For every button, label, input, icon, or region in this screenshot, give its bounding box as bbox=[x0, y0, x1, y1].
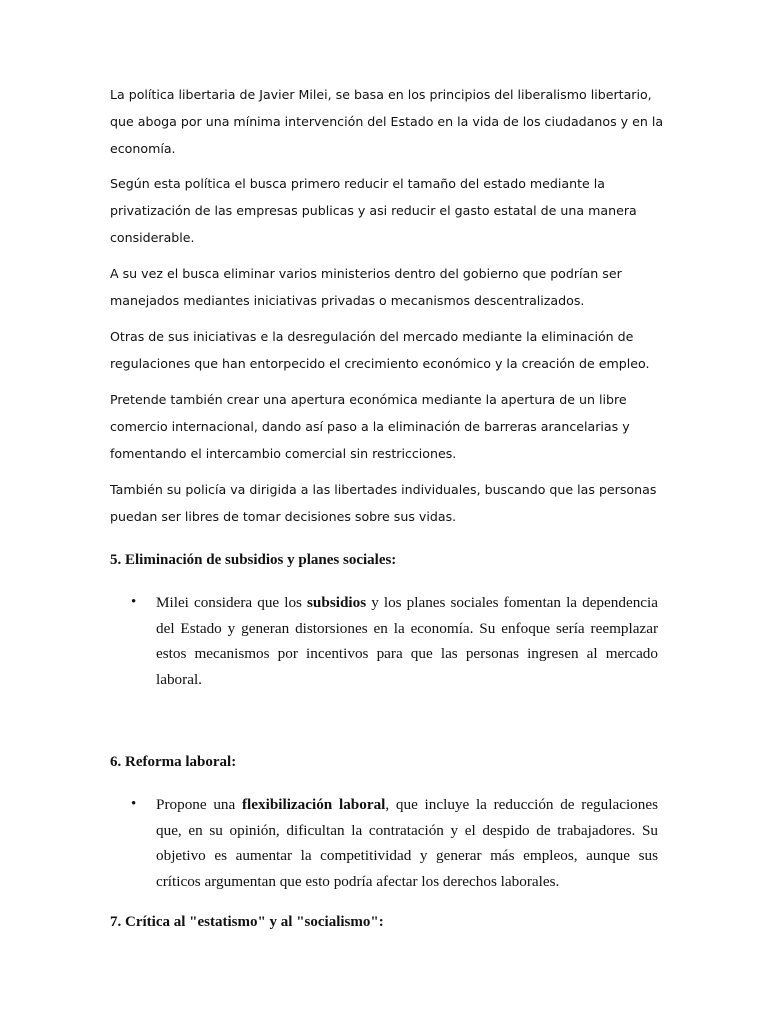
bullet-bold-term: subsidios bbox=[307, 594, 367, 611]
bullet-text-before: Propone una bbox=[156, 796, 242, 813]
bullet-text-subsidies bbox=[156, 590, 658, 692]
paragraph-intro: La política libertaria de Javier Milei, se basa en los principios del liberalismo libertario, que aboga por una mínima intervención del Estado en la vida de los ciudadanos y en la economía. bbox=[110, 87, 664, 156]
paragraph-ministries: A su vez el busca eliminar varios ministerios dentro del gobierno que podrían ser manejados mediantes iniciativas privadas o mecanismos descentralizados. bbox=[110, 266, 622, 308]
bullet-icon: • bbox=[131, 594, 137, 610]
paragraph-economic-opening: Pretende también crear una apertura económica mediante la apertura de un libre comercio internacional, dando así paso a la eliminación de barreras arancelarias y fomentando el intercambio comercial sin restricciones. bbox=[110, 392, 630, 461]
bullet-icon: • bbox=[131, 796, 137, 812]
bullet-text-before: Milei considera que los bbox=[156, 594, 308, 611]
section-heading-statism-critique: 7. Crítica al "estatismo" y al "socialismo": bbox=[110, 914, 384, 930]
paragraph-individual-liberties: También su policía va dirigida a las libertades individuales, buscando que las personas puedan ser libres de tomar decisiones sobre sus vidas. bbox=[110, 482, 657, 524]
bullet-text-after: , que incluye la reducción de regulaciones que, en su opinión, dificultan la contratación y el despido de trabajadores. Su objetivo es aumentar la competitividad y generar más empleos, aunque sus críticos argumentan que esto podría afectar los derechos laborales. bbox=[156, 796, 659, 890]
bullet-text-after: y los planes sociales fomentan la dependencia del Estado y generan distorsiones en la economía. Su enfoque sería reemplazar estos mecanismos por incentivos para que las personas ingresen al mercado laboral. bbox=[156, 594, 658, 688]
bullet-text-labor-reform bbox=[156, 792, 658, 894]
section-heading-labor-reform: 6. Reforma laboral: bbox=[110, 754, 237, 770]
paragraph-privatization: Según esta política el busca primero reducir el tamaño del estado mediante la privatización de las empresas publicas y asi reducir el gasto estatal de una manera considerable. bbox=[110, 176, 637, 245]
bullet-bold-term: flexibilización laboral bbox=[241, 796, 386, 813]
paragraph-deregulation: Otras de sus iniciativas e la desregulación del mercado mediante la eliminación de regulaciones que han entorpecido el crecimiento económico y la creación de empleo. bbox=[110, 329, 650, 371]
section-heading-subsidies: 5. Eliminación de subsidios y planes sociales: bbox=[110, 552, 397, 568]
